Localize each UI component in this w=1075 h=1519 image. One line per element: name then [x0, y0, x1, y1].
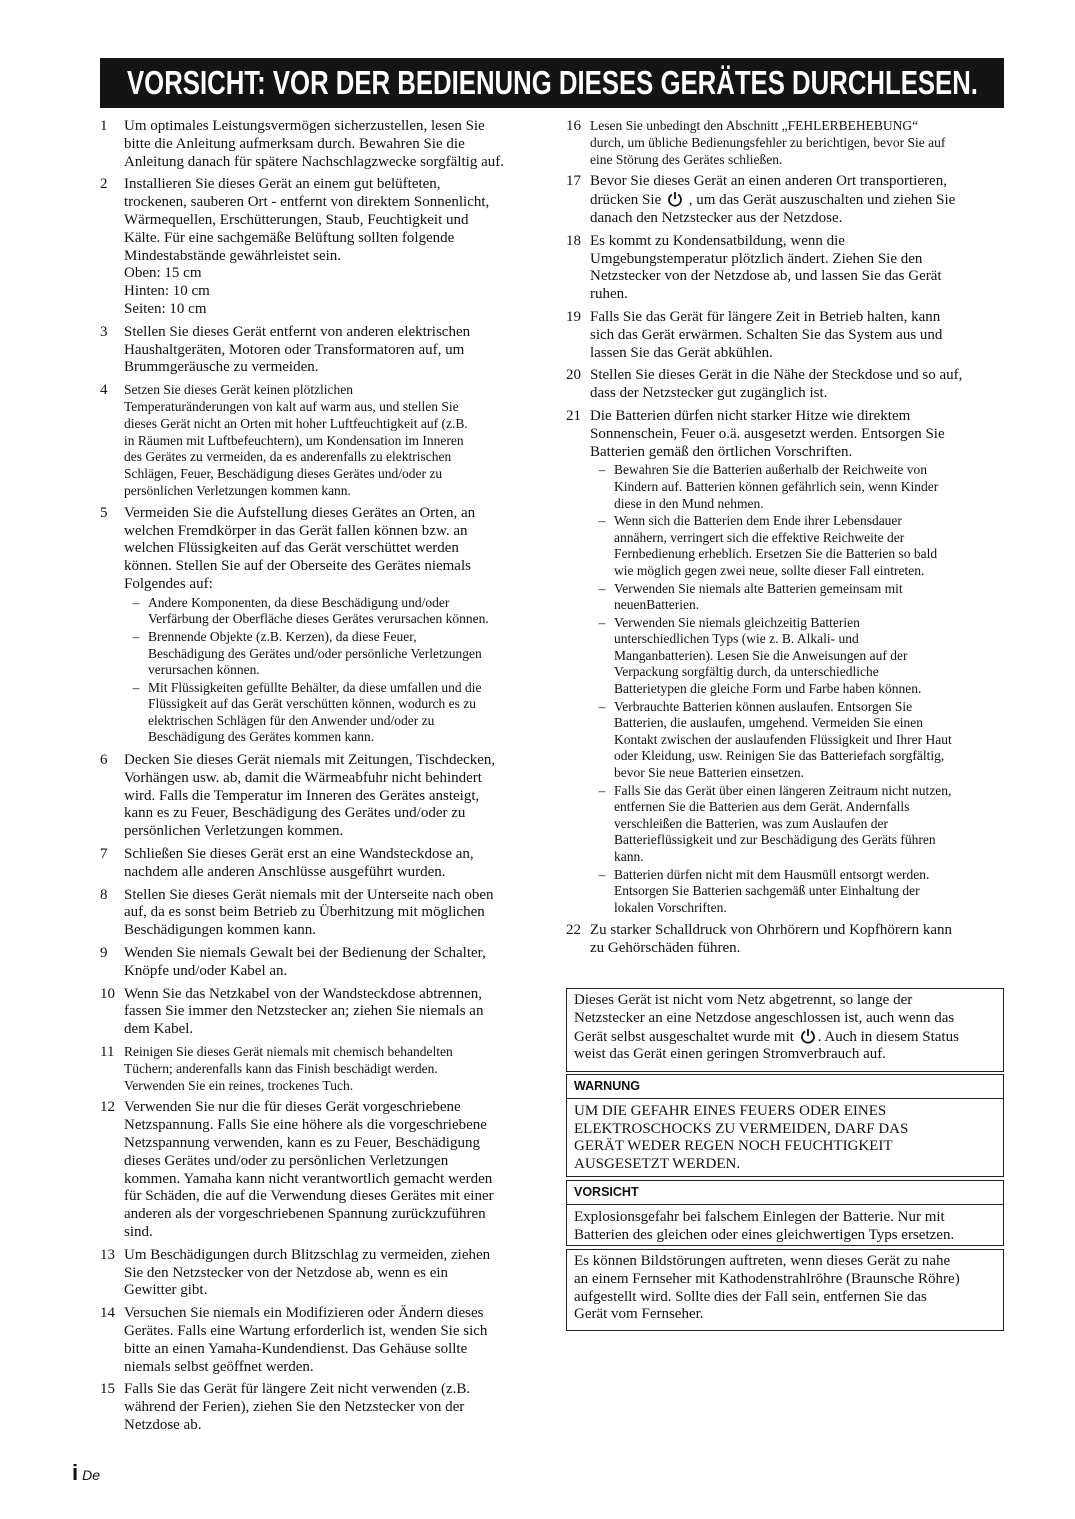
tv-interference-text: Es können Bildstörungen auftreten, wenn dieses Gerät zu nahe an einem Fernseher mit Kathodenstrahlröhre (Braunsche Röhre) aufgestellt wird. Sollte dies der Fall sein, entfernen Sie das Gerät vom Fernseher.: [574, 1253, 960, 1323]
list-item: [100, 752, 540, 841]
item-number: 4: [100, 382, 108, 399]
page-title: [100, 58, 1004, 108]
list-item: [100, 176, 540, 318]
list-item: [100, 118, 540, 171]
item-text: Stellen Sie dieses Gerät entfernt von anderen elektrischen Haushaltgeräten, Motoren oder Transformatoren auf, um Brummgeräusche zu vermeiden.: [124, 323, 471, 376]
sub-list: [124, 595, 540, 746]
item-body: [590, 408, 1004, 917]
item-text: Die Batterien dürfen nicht starker Hitze wie direktem Sonnenschein, Feuer o.ä. ausgesetzt werden. Entsorgen Sie Batterien gemäß den örtlichen Vorschriften.: [590, 407, 945, 460]
sub-item-text: Falls Sie das Gerät über einen längeren Zeitraum nicht nutzen, entfernen Sie die Batterien aus dem Gerät. Andernfalls verschleißen die Batterien, was zum Auslaufen der Batterieflüssigkeit und zur Beschädigung des Geräts führen kann.: [614, 782, 952, 864]
sub-list-item: [590, 581, 1004, 614]
sub-list-item: [590, 867, 1004, 917]
vorsicht-box: [566, 1180, 1004, 1246]
item-text: Wenn Sie das Netzkabel von der Wandsteckdose abtrennen, fassen Sie immer den Netzstecker an; ziehen Sie niemals an dem Kabel.: [124, 985, 484, 1038]
sub-item-text: Wenn sich die Batterien dem Ende ihrer Lebensdauer annähern, verringert sich die effektive Reichweite der Fernbedienung erheblich. Ersetzen Sie die Batterien so bald wie möglich gegen zwei neue, sollte dieser Fall eintreten.: [614, 513, 938, 578]
item-text: Reinigen Sie dieses Gerät niemals mit chemisch behandelten Tüchern; anderenfalls kann das Finish beschädigt werden. Verwenden Sie ein reines, trockenes Tuch.: [124, 1044, 453, 1093]
dash-bullet: –: [598, 698, 606, 714]
list-item: [100, 887, 540, 940]
list-item: [100, 1381, 540, 1434]
item-text: Falls Sie das Gerät für längere Zeit nicht verwenden (z.B. während der Ferien), ziehen Sie den Netzstecker von der Netzdose ab.: [124, 1381, 471, 1433]
item-text: Lesen Sie unbedingt den Abschnitt „FEHLERBEHEBUNG“ durch, um übliche Bedienungsfehler zu berichtigen, bevor Sie auf eine Störung des Gerätes schließen.: [590, 118, 946, 167]
standby-notice-box: [566, 988, 1004, 1072]
item-number: 11: [100, 1044, 115, 1061]
sub-item-text: Mit Flüssigkeiten gefüllte Behälter, da diese umfallen und die Flüssigkeit auf das Gerät verschütten können, wodurch es zu elektrischen Schlägen für den Anwender und/oder zu Beschädigung des Gerätes kommen kann.: [148, 679, 482, 745]
item-text: Stellen Sie dieses Gerät in die Nähe der Steckdose und so auf, dass der Netzstecker gut zugänglich ist.: [590, 367, 963, 402]
item-body: [590, 367, 1004, 403]
list-item: [566, 922, 1004, 958]
item-number: 12: [100, 1099, 115, 1116]
dash-bullet: –: [132, 679, 140, 695]
dash-bullet: –: [132, 594, 140, 610]
item-body: [124, 382, 540, 500]
list-item: [566, 118, 1004, 168]
item-body: [590, 922, 1004, 958]
item-number: 10: [100, 985, 115, 1002]
sub-item-text: Verbrauchte Batterien können auslaufen. Entsorgen Sie Batterien, die auslaufen, umgehend. Vermeiden Sie einen Kontakt zwischen der auslaufenden Flüssigkeit und Ihrer Haut oder Kleidung, usw. Reinigen Sie das Batteriefach sorgfältig, bevor Sie neue Batterien einsetzen.: [614, 698, 952, 781]
vorsicht-header: VORSICHT: [567, 1184, 1003, 1205]
dash-bullet: –: [598, 462, 606, 478]
item-text: Falls Sie das Gerät für längere Zeit in Betrieb halten, kann sich das Gerät erwärmen. Schalten Sie das System aus und lassen Sie das Gerät abkühlen.: [590, 308, 943, 361]
list-item: [100, 1044, 540, 1094]
standby-notice-text-before: Dieses Gerät ist nicht vom Netz abgetrennt, so lange der Netzstecker an eine Netzdose angeschlossen ist, auch wenn das Gerät selbst ausgeschaltet wurde mit: [574, 992, 955, 1045]
item-body: [124, 1381, 540, 1434]
item-body: [590, 118, 1004, 168]
page-title-text: VORSICHT: VOR DER BEDIENUNG DIESES GERÄTES DURCHLESEN.: [126, 64, 978, 101]
dash-bullet: –: [598, 782, 606, 798]
item-text: Um optimales Leistungsvermögen sicherzustellen, lesen Sie bitte die Anleitung aufmerksam durch. Bewahren Sie die Anleitung danach für spätere Nachschlagzwecke sorgfältig auf.: [124, 118, 504, 170]
item-text: Versuchen Sie niemals ein Modifizieren oder Ändern dieses Gerätes. Falls eine Wartung erforderlich ist, wenden Sie sich bitte an einen Yamaha-Kundendienst. Das Gehäuse sollte niemals selbst geöffnet werden.: [124, 1305, 488, 1375]
item-number: 9: [100, 945, 108, 962]
dash-bullet: –: [598, 580, 606, 596]
item-text: Zu starker Schalldruck von Ohrhörern und Kopfhörern kann zu Gehörschäden führen.: [590, 922, 952, 957]
item-body: [124, 1305, 540, 1376]
item-body: [124, 846, 540, 882]
sub-list: [590, 462, 1004, 916]
item-body: [124, 505, 540, 747]
item-body: [124, 1099, 540, 1241]
item-body: [590, 309, 1004, 362]
item-text: Installieren Sie dieses Gerät an einem gut belüfteten, trockenen, sauberen Ort - entfernt von direktem Sonnenlicht, Wärmequellen, Erschütterungen, Staub, Feuchtigkeit und Kälte. Für eine sachgemäße Belüftung sollten folgende Mindestabstände gewährleistet sein. Oben: 15 cm Hinten: 10 cm Seiten: 10 cm: [124, 176, 490, 317]
item-text: Setzen Sie dieses Gerät keinen plötzlichen Temperaturänderungen von kalt auf warm aus, und stellen Sie dieses Gerät nicht an Orten mit hoher Luftfeuchtigkeit auf (z.B. in Räumen mit Luftbefeuchtern), um Kondensation im Inneren des Gerätes zu vermeiden, da es anderenfalls zu elektrischen Schlägen, Feuer, Beschädigung dieses Gerätes und/oder zu persönlichen Verletzungen kommen kann.: [124, 382, 468, 498]
sub-item-text: Brennende Objekte (z.B. Kerzen), da diese Feuer, Beschädigung des Gerätes und/oder persönliche Verletzungen verursachen können.: [148, 628, 482, 678]
sub-list-item: [590, 462, 1004, 512]
item-number: 8: [100, 886, 108, 903]
item-body: [590, 233, 1004, 304]
left-item-list: [100, 118, 540, 1435]
page-footer: [72, 1460, 100, 1486]
list-item: [566, 408, 1004, 917]
dash-bullet: –: [598, 614, 606, 630]
sub-list-item: [124, 680, 540, 746]
item-text: Schließen Sie dieses Gerät erst an eine Wandsteckdose an, nachdem alle anderen Anschlüsse ausgeführt wurden.: [124, 846, 474, 880]
item-text-after: , um das Gerät auszuschalten und ziehen Sie danach den Netzstecker aus der Netzdose.: [590, 192, 956, 226]
list-item: [100, 986, 540, 1039]
list-item: [566, 309, 1004, 362]
warnung-text: UM DIE GEFAHR EINES FEUERS ODER EINES ELEKTROSCHOCKS ZU VERMEIDEN, DARF DAS GERÄT WEDER REGEN NOCH FEUCHTIGKEIT AUSGESETZT WERDEN.: [574, 1102, 909, 1173]
item-text: Es kommt zu Kondensatbildung, wenn die Umgebungstemperatur plötzlich ändert. Ziehen Sie den Netzstecker von der Netzdose ab, und lassen Sie das Gerät ruhen.: [590, 232, 942, 303]
item-body: [124, 118, 540, 171]
item-body: [124, 1044, 540, 1094]
item-number: 19: [566, 308, 581, 325]
standby-notice-text-after: . Auch in diesem Status weist das Gerät einen geringen Stromverbrauch auf.: [574, 1028, 959, 1063]
sub-list-item: [590, 513, 1004, 579]
list-item: [100, 846, 540, 882]
dash-bullet: –: [132, 628, 140, 644]
sub-list-item: [590, 783, 1004, 866]
power-icon: [665, 192, 685, 208]
item-number: 5: [100, 504, 108, 521]
item-text: [590, 173, 1004, 227]
tv-interference-box: [566, 1249, 1004, 1331]
item-number: 1: [100, 118, 108, 134]
item-text: Um Beschädigungen durch Blitzschlag zu vermeiden, ziehen Sie den Netzstecker von der Netzdose ab, wenn es ein Gewitter gibt.: [124, 1246, 491, 1299]
item-text: Wenden Sie niemals Gewalt bei der Bedienung der Schalter, Knöpfe und/oder Kabel an.: [124, 945, 486, 979]
item-number: 6: [100, 752, 108, 769]
item-text: Decken Sie dieses Gerät niemals mit Zeitungen, Tischdecken, Vorhängen usw. ab, damit die Wärmeabfuhr nicht behindert wird. Falls die Temperatur im Inneren des Gerätes ansteigt, kann es zu Feuer, Beschädigung des Gerätes und/oder zu persönlichen Verletzungen kommen.: [124, 752, 496, 840]
list-item: [100, 945, 540, 981]
item-number: 3: [100, 323, 108, 340]
page-number: i: [72, 1460, 79, 1485]
list-item: [100, 1247, 540, 1300]
item-text-before: Bevor Sie dieses Gerät an einen anderen Ort transportieren, drücken Sie: [590, 173, 947, 209]
sub-list-item: [590, 699, 1004, 782]
item-body: [124, 887, 540, 940]
item-body: [124, 324, 540, 377]
item-number: 14: [100, 1305, 115, 1322]
item-number: 20: [566, 367, 581, 384]
sub-list-item: [590, 615, 1004, 698]
item-body: [124, 945, 540, 981]
item-number: 21: [566, 407, 581, 424]
sub-item-text: Andere Komponenten, da diese Beschädigung und/oder Verfärbung der Oberfläche dieses Gerätes verursachen können.: [148, 594, 489, 627]
dash-bullet: –: [598, 513, 606, 529]
item-number: 17: [566, 173, 581, 190]
item-body: [124, 986, 540, 1039]
sub-item-text: Verwenden Sie niemals alte Batterien gemeinsam mit neuenBatterien.: [614, 580, 903, 613]
sub-item-text: Bewahren Sie die Batterien außerhalb der Reichweite von Kindern auf. Batterien können gefährlich sein, wenn Kinder diese in den Mund nehmen.: [614, 462, 939, 511]
list-item: [566, 233, 1004, 304]
list-item: [100, 1305, 540, 1376]
left-column: [100, 118, 540, 1440]
right-item-list: [566, 118, 1004, 958]
language-code: De: [82, 1467, 101, 1483]
list-item: [100, 505, 540, 747]
list-item: [566, 173, 1004, 227]
item-number: 15: [100, 1381, 115, 1398]
sub-list-item: [124, 595, 540, 628]
item-body: [590, 173, 1004, 227]
sub-item-text: Verwenden Sie niemals gleichzeitig Batterien unterschiedlichen Typs (wie z. B. Alkali- und Manganbatterien). Lesen Sie die Anweisungen auf der Verpackung sorgfältig durch, da unterschiedliche Batterietypen die gleiche Form und Farbe haben können.: [614, 614, 922, 697]
item-number: 13: [100, 1246, 115, 1263]
dash-bullet: –: [598, 866, 606, 882]
item-number: 2: [100, 176, 108, 193]
list-item: [100, 324, 540, 377]
item-number: 18: [566, 232, 581, 249]
item-text: Vermeiden Sie die Aufstellung dieses Gerätes an Orten, an welchen Fremdkörper in das Gerät fallen können bzw. an welchen Flüssigkeiten auf das Gerät verschüttet werden können. Stellen Sie auf der Oberseite des Gerätes niemals Folgendes auf:: [124, 504, 476, 592]
item-number: 22: [566, 922, 581, 939]
sub-list-item: [124, 629, 540, 679]
item-text: Verwenden Sie nur die für dieses Gerät vorgeschriebene Netzspannung. Falls Sie eine höhere als die vorgeschriebene Netzspannung verwenden, kann es zu Feuer, Beschädigung dieses Gerätes und/oder zu persönlichen Verletzungen kommen. Yamaha kann nicht verantwortlich gemacht werden für Schäden, die auf die Verwendung dieses Gerätes mit einer anderen als der vorgeschriebenen Spannung zurückzuführen sind.: [124, 1099, 494, 1240]
vorsicht-text: Explosionsgefahr bei falschem Einlegen der Batterie. Nur mit Batterien des gleichen oder eines gleichwertigen Typs ersetzen.: [574, 1208, 955, 1243]
item-body: [124, 176, 540, 318]
item-text: Stellen Sie dieses Gerät niemals mit der Unterseite nach oben auf, da es sonst beim Betrieb zu Überhitzung mit möglichen Beschädigungen kommen kann.: [124, 886, 494, 939]
warnung-header: WARNUNG: [567, 1078, 1003, 1099]
item-number: 16: [566, 118, 581, 134]
list-item: [100, 382, 540, 500]
sub-item-text: Batterien dürfen nicht mit dem Hausmüll entsorgt werden. Entsorgen Sie Batterien sachgemäß unter Einhaltung der lokalen Vorschriften.: [614, 866, 930, 915]
item-body: [124, 1247, 540, 1300]
list-item: [566, 367, 1004, 403]
item-body: [124, 752, 540, 841]
right-column: [566, 118, 1004, 963]
power-icon: [798, 1029, 818, 1045]
warnung-box: [566, 1074, 1004, 1177]
list-item: [100, 1099, 540, 1241]
item-number: 7: [100, 846, 108, 863]
